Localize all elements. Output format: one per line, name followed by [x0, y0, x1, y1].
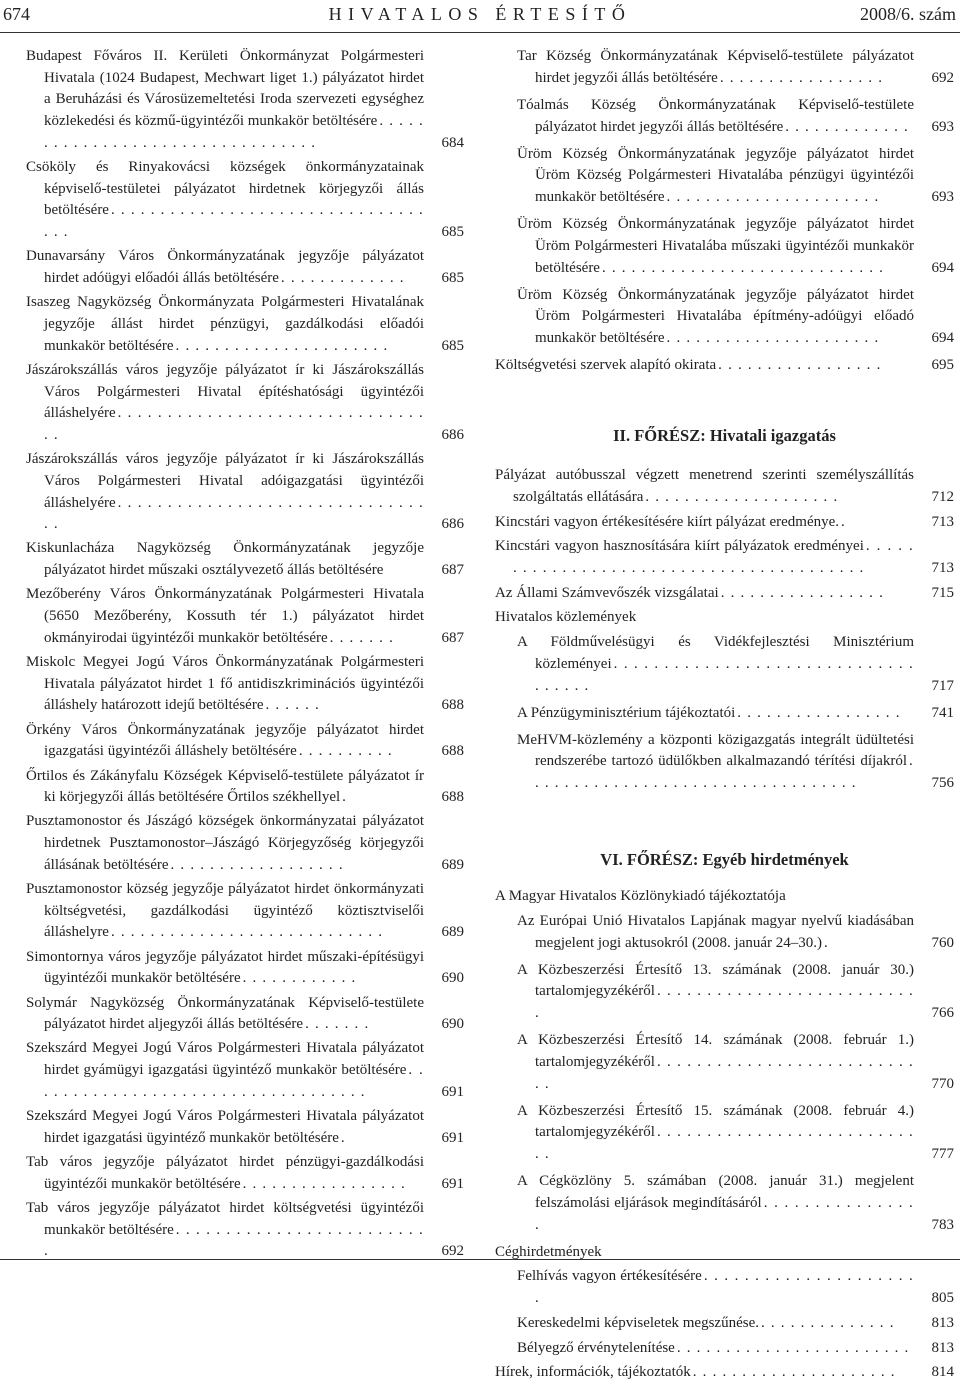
- entry-title: Örkény Város Önkormányzatának jegyzője pályázatot hirdet igazgatási ügyintézői álláshely betöltésére: [26, 721, 424, 760]
- entry-title: Dunavarsány Város Önkormányzatának jegyzője pályázatot hirdet adóügyi előadói állás betöltésére: [26, 248, 424, 287]
- toc-entry: [26, 292, 464, 357]
- leader-dots: . . . . . . . . . . . . . .: [761, 1314, 895, 1331]
- section-heading-6: VI. FŐRÉSZ: Egyéb hirdetmények: [600, 850, 849, 870]
- leader-dots: . . . . . . . . . . . . . . . . . .: [170, 856, 344, 873]
- leader-dots: . . . . . . . . . . . . .: [785, 118, 909, 135]
- entry-page-number: 783: [931, 1216, 954, 1233]
- entry-page-number: 687: [441, 562, 464, 579]
- entry-page-number: 685: [441, 337, 464, 354]
- toc-entry: [517, 632, 954, 697]
- leader-dots: . . . . . . . . . . . . . . . . .: [242, 1175, 406, 1192]
- entry-title: Miskolc Megyei Jogú Város Önkormányzatának Polgármesteri Hivatala pályázatot hirdet 1 fő antidiszkriminációs ügyintézői álláshely határozott idejű betöltésére: [26, 653, 424, 714]
- toc-entry: [26, 157, 464, 244]
- entry-page-number: 685: [441, 270, 464, 287]
- entry-page-number: 686: [441, 426, 464, 443]
- entry-page-number: 688: [441, 697, 464, 714]
- leader-dots: . . . . . . . . . . . . . . . . . . . . . . . . . . . . . . . . .: [44, 494, 424, 533]
- entry-page-number: 692: [931, 69, 954, 86]
- left-column: [26, 46, 464, 1265]
- entry-title: MeHVM-közlemény a központi közigazgatás integrált üdültetési rendszerébe tartozó üdülőkben alkalmazandó térítési díjakról: [517, 731, 914, 770]
- leader-dots: . . . . . . .: [305, 1016, 370, 1033]
- entry-title: Csököly és Rinyakovácsi községek önkormányzatainak képviselő-testületei pályázatot hirdetnek körjegyzői állás betöltésére: [26, 159, 424, 219]
- entry-title: Az Európai Unió Hivatalos Lapjának magyar nyelvű kiadásában megjelent jogi aktusokról (2008. január 24–30.): [517, 912, 914, 951]
- entry-page-number: 686: [441, 516, 464, 533]
- entry-page-number: 813: [931, 1314, 954, 1331]
- entry-title: Tab város jegyzője pályázatot hirdet költségvetési ügyintézői munkakör betöltésére: [26, 1199, 424, 1238]
- leader-dots: . . . . . . . . . . . . . . . . . . . . . . . . . . . . .: [601, 259, 885, 276]
- issue-number: 2008/6. szám: [860, 4, 956, 24]
- entry-page-number: 684: [441, 134, 464, 151]
- footer-rule: [0, 1259, 960, 1260]
- entry-page-number: 756: [931, 775, 954, 792]
- entry-page-number: 770: [931, 1075, 954, 1092]
- entry-page-number: 805: [931, 1290, 954, 1307]
- entry-page-number: 690: [441, 970, 464, 987]
- leader-dots: . . . . . . . . . . . . . . . . .: [720, 584, 885, 601]
- entry-title: Simontornya város jegyzője pályázatot hirdet műszaki-építésügyi ügyintézői munkakör betöltésére: [26, 948, 424, 987]
- leader-dots: . . . . . . . . . . . . . . . . . . . . . .: [666, 189, 880, 205]
- leader-dots: . . . . . . . . . . . . .: [280, 270, 405, 287]
- page-header: [0, 0, 960, 36]
- leader-dots: . . . . . . . . . . . . . . . . . . . . . . . . . .: [44, 1221, 424, 1260]
- entry-title: Mezőberény Város Önkormányzatának Polgármesteri Hivatala (5650 Mezőberény, Kossuth tér 1.) pályázatot hirdet okmányirodai ügyintézői munkakör betöltésére: [26, 586, 424, 646]
- toc-entry: [495, 536, 954, 579]
- entry-title: A Közbeszerzési Értesítő 13. számának (2008. január 30.) tartalomjegyzékéről: [517, 961, 914, 1000]
- entry-title: Szekszárd Megyei Jogú Város Polgármesteri Hivatala pályázatot hirdet gyámügyi igazgatási ügyintéző munkakör betöltésére: [26, 1040, 424, 1079]
- entry-title: A Cégközlöny 5. számában (2008. január 31.) megjelent felszámolási eljárások megindításáról: [517, 1173, 914, 1211]
- toc-entry: [517, 1101, 954, 1166]
- toc-entry: [495, 583, 954, 605]
- toc-entry: [26, 1152, 464, 1195]
- entry-title: A Közbeszerzési Értesítő 14. számának (2008. február 1.) tartalomjegyzékéről: [517, 1032, 914, 1070]
- toc-entry: [26, 538, 464, 581]
- leader-dots: . . . . . . . . . . . . . . . . . . . . . . . . . . .: [535, 983, 914, 1022]
- leader-dots: . . . . . . . . . . . . . . . . . . . . . . . . . . . . . . . . . .: [535, 753, 914, 792]
- toc-entry: [26, 993, 464, 1036]
- entry-title: A Pénzügyminisztérium tájékoztatói: [517, 704, 736, 721]
- entry-page-number: 712: [931, 488, 954, 505]
- leader-dots: . . . . . . . . . . . . . . . .: [535, 1194, 914, 1233]
- entry-page-number: 691: [441, 1083, 464, 1100]
- toc-entry: [26, 449, 464, 536]
- entry-title: Jászárokszállás város jegyzője pályázatot ír ki Jászárokszállás Város Polgármesteri Hivatal adóigazgatási ügyintézői álláshelyére: [26, 451, 424, 511]
- toc-entry: [517, 960, 954, 1025]
- entry-title: Pusztamonostor község jegyzője pályázatot hirdet önkormányzati költségvetési, gazdálkodási ügyintéző köztisztviselői álláshelyre: [26, 881, 424, 941]
- toc-entry: [517, 1313, 954, 1335]
- toc-entry: [495, 355, 954, 377]
- leader-dots: . . . . . . . . . . . . . . . . . . . . . .: [666, 330, 880, 346]
- entry-title: Jászárokszállás város jegyzője pályázatot ír ki Jászárokszállás Város Polgármesteri Hivatal építéshatósági ügyintézői álláshelyére: [26, 361, 424, 422]
- leader-dots: . . . . . . . . . . . . . . . . . . . . . . . .: [676, 1339, 910, 1356]
- journal-title: HIVATALOS ÉRTESÍTŐ: [328, 4, 632, 24]
- entry-title: Üröm Község Önkormányzatának jegyzője pályázatot hirdet Üröm Polgármesteri Hivatalába műszaki ügyintézői munkakör betöltésére: [517, 216, 914, 276]
- toc-entry: [517, 911, 954, 954]
- toc-entry: [26, 1198, 464, 1263]
- toc-entry: [517, 46, 954, 89]
- entry-page-number: 717: [931, 677, 954, 694]
- leader-dots: . . . . . . . . . . . . . . . . . . . . . . . . . . . .: [535, 1053, 914, 1092]
- category-kozlonykiado: A Magyar Hivatalos Közlönykiadó tájékoztatója: [495, 888, 786, 905]
- entry-page-number: 687: [441, 629, 464, 646]
- entry-title: Solymár Nagyközség Önkormányzatának Képviselő-testülete pályázatot hirdet aljegyzői állás betöltésére: [26, 994, 424, 1033]
- header-rule: [0, 32, 960, 33]
- section-heading-2: II. FŐRÉSZ: Hivatali igazgatás: [613, 426, 836, 446]
- entry-title: Kiskunlacháza Nagyközség Önkormányzatának jegyzője pályázatot hirdet műszaki osztályvezető állás betöltésére: [26, 540, 424, 579]
- entry-page-number: 688: [441, 789, 464, 806]
- toc-entry: [495, 512, 954, 534]
- entry-page-number: 777: [931, 1146, 954, 1163]
- toc-entry: [26, 720, 464, 763]
- leader-dots: . . . . . . .: [329, 629, 395, 646]
- entry-title: Tab város jegyzője pályázatot hirdet pénzügyi-gazdálkodási ügyintézői munkakör betöltésére: [26, 1153, 424, 1192]
- toc-entry: [26, 652, 464, 717]
- entry-page-number: 760: [931, 934, 954, 951]
- toc-entry: [26, 246, 464, 289]
- entry-title: A Földművelésügyi és Vidékfejlesztési Minisztérium közleményei: [517, 634, 914, 672]
- entry-title: Felhívás vagyon értékesítésére: [517, 1268, 702, 1285]
- toc-entry: [517, 214, 954, 279]
- leader-dots: . . . . . . . . . . . . . . . . .: [719, 69, 884, 86]
- entry-title: A Közbeszerzési Értesítő 15. számának (2008. február 4.) tartalomjegyzékéről: [517, 1102, 914, 1141]
- entry-title: Tar Község Önkormányzatának Képviselő-testülete pályázatot hirdet jegyzői állás betöltésére: [517, 48, 914, 86]
- entry-title: Kincstári vagyon értékesítésére kiírt pályázat eredménye.: [495, 513, 840, 530]
- entry-page-number: 689: [441, 924, 464, 941]
- leader-dots: . . . . . . . . . . . . . . . . . . . . . . . . . . . . . . . . .: [44, 113, 424, 151]
- entry-title: Tóalmás Község Önkormányzatának Képviselő-testülete pályázatot hirdet jegyzői állás betöltésére: [517, 96, 914, 135]
- toc-entry: [26, 766, 464, 809]
- leader-dots: . . . . . . . . . . . . . . . . .: [737, 704, 901, 721]
- entry-title: Költségvetési szervek alapító okirata: [495, 357, 717, 374]
- leader-dots: . . . . . . . . . . . . . . . . . . . . . .: [175, 337, 389, 354]
- leader-dots: . . . . . . . . . . . . . . . . . . . . . . . . . . . .: [110, 924, 384, 941]
- toc-entry: [517, 730, 954, 795]
- entry-page-number: 691: [441, 1129, 464, 1146]
- entry-page-number: 713: [931, 513, 954, 530]
- leader-dots: . . . . . . . . . .: [298, 743, 393, 760]
- page-number: 674: [3, 4, 30, 24]
- toc-entry: [26, 1038, 464, 1103]
- category-ceghirdetmenyek: Céghirdetmények: [495, 1243, 602, 1260]
- entry-page-number: 694: [931, 259, 954, 276]
- toc-entry: [517, 1030, 954, 1095]
- entry-page-number: 690: [441, 1016, 464, 1033]
- entry-page-number: 813: [931, 1339, 954, 1356]
- toc-entry: [26, 584, 464, 649]
- entry-page-number: 713: [931, 560, 954, 576]
- entry-page-number: 693: [931, 118, 954, 135]
- leader-dots: . . . . . .: [265, 697, 320, 714]
- entry-title: Pályázat autóbusszal végzett menetrend szerinti személyszállítás szolgáltatás ellátására: [495, 467, 914, 505]
- leader-dots: .: [824, 934, 829, 951]
- toc-entry: [26, 811, 464, 876]
- leader-dots: .: [340, 1129, 346, 1146]
- toc-entry: [517, 1338, 954, 1360]
- leader-dots: . . . . . . . . . . . . . . . . . . . . . . . . . . . . . . . . . . . .: [535, 655, 914, 694]
- toc-entry: [26, 1106, 464, 1149]
- entry-title: Budapest Főváros II. Kerületi Önkormányzat Polgármesteri Hivatala (1024 Budapest, Mechwart liget 1.) pályázatot hirdet a Beruházási és Városüzemeltetési Iroda szervezeti egységhez közlekedési és közmű-ügyintézői munkakör betöltésére: [26, 48, 424, 130]
- entry-title: Hírek, információk, tájékoztatók: [495, 1364, 691, 1381]
- toc-entry: [26, 46, 464, 155]
- toc-entry: [517, 144, 954, 209]
- entry-title: Isaszeg Nagyközség Önkormányzata Polgármesteri Hivatalának jegyzője állást hirdet pénzügyi, gazdálkodási előadói munkakör betöltésére: [26, 294, 424, 354]
- toc-entry: [517, 1171, 954, 1236]
- toc-entry: [495, 1362, 954, 1384]
- entry-page-number: 715: [931, 584, 954, 601]
- leader-dots: . . . . . . . . . . . . . . . . . . . . .: [692, 1364, 896, 1381]
- entry-page-number: 814: [931, 1364, 954, 1381]
- entry-page-number: 694: [931, 330, 954, 346]
- leader-dots: . . . . . . . . . . . . . . . . .: [718, 357, 882, 374]
- leader-dots: . . . . . . . . . . . . . . . . . . . . . . . . . . . . . . . . .: [44, 405, 424, 443]
- entry-page-number: 691: [441, 1175, 464, 1192]
- toc-entry: [517, 703, 954, 725]
- toc-entry: [495, 465, 954, 508]
- right-column: [495, 46, 954, 1389]
- entry-title: Az Állami Számvevőszék vizsgálatai: [495, 584, 719, 601]
- entry-title: Üröm Község Önkormányzatának jegyzője pályázatot hirdet Üröm Polgármesteri Hivatalába építmény-adóügyi előadó munkakör betöltésére: [517, 286, 914, 346]
- leader-dots: .: [342, 789, 348, 806]
- toc-entry: [26, 879, 464, 944]
- entry-page-number: 766: [931, 1005, 954, 1022]
- leader-dots: .: [841, 513, 846, 530]
- leader-dots: . . . . . . . . . . . . . . . . . . . . . . . . . . . . . . . . . . . . . . . . .: [513, 538, 914, 576]
- leader-dots: . . . . . . . . . . . . . . . . . . . .: [645, 488, 839, 505]
- entry-title: Őrtilos és Zákányfalu Községek Képviselő-testülete pályázatot ír ki körjegyzői állás betöltésére Őrtilos székhellyel: [26, 767, 424, 806]
- leader-dots: . . . . . . . . . . . . . . . . . . . . . . . . . . . . . . . . . . .: [44, 202, 424, 241]
- toc-entry: [26, 360, 464, 447]
- entry-page-number: 689: [441, 856, 464, 873]
- leader-dots: . . . . . . . . . . . . . . . . . . . . . . . . . . . . . . . . . . .: [44, 1062, 424, 1100]
- entry-page-number: 741: [931, 704, 954, 721]
- entry-page-number: 685: [441, 224, 464, 241]
- toc-entry: [517, 1266, 954, 1309]
- entry-page-number: 692: [441, 1243, 464, 1260]
- toc-entry: [517, 95, 954, 138]
- leader-dots: . . . . . . . . . . . . . . . . . . . . . .: [535, 1268, 914, 1307]
- category-hivatalos-kozlemenyek: Hivatalos közlemények: [495, 609, 637, 626]
- entry-page-number: 695: [931, 357, 954, 374]
- entry-title: Kereskedelmi képviseletek megszűnése.: [517, 1314, 759, 1331]
- entry-title: Pusztamonostor és Jászágó községek önkormányzatai pályázatot hirdetnek Pusztamonostor–Jászágó Körjegyzőség körjegyzői állásának betöltésére: [26, 813, 424, 873]
- entry-page-number: 688: [441, 743, 464, 760]
- toc-entry: [26, 947, 464, 990]
- entry-page-number: 693: [931, 189, 954, 205]
- entry-title: Szekszárd Megyei Jogú Város Polgármesteri Hivatala pályázatot hirdet igazgatási ügyintéző munkakör betöltésére: [26, 1108, 424, 1146]
- toc-entry: [517, 285, 954, 350]
- entry-title: Bélyegző érvénytelenítése: [517, 1339, 675, 1356]
- entry-title: Üröm Község Önkormányzatának jegyzője pályázatot hirdet Üröm Község Polgármesteri Hivatalába pénzügyi ügyintézői munkakör betöltésére: [517, 145, 914, 205]
- leader-dots: . . . . . . . . . . . .: [242, 970, 357, 987]
- leader-dots: . . . . . . . . . . . . . . . . . . . . . . . . . . . .: [535, 1124, 914, 1163]
- entry-title: Kincstári vagyon hasznosítására kiírt pályázatok eredményei: [495, 538, 864, 555]
